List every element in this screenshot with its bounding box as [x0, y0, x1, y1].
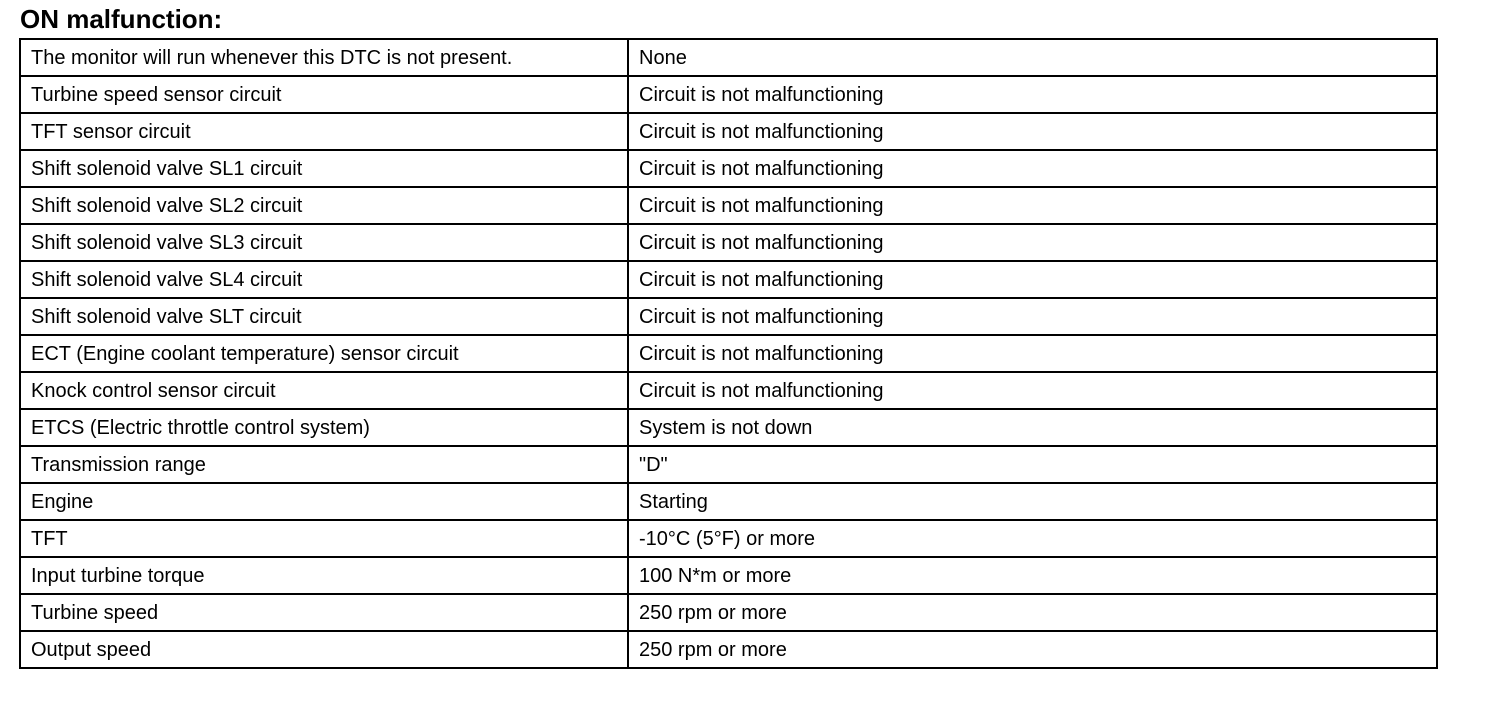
- state-cell: Starting: [628, 483, 1437, 520]
- state-cell: Circuit is not malfunctioning: [628, 113, 1437, 150]
- table-row: [20, 39, 1437, 76]
- table-row: [20, 335, 1437, 372]
- table-row: [20, 298, 1437, 335]
- table-row: [20, 446, 1437, 483]
- table-row: [20, 557, 1437, 594]
- condition-cell: Transmission range: [20, 446, 628, 483]
- conditions-table: [19, 38, 1438, 669]
- condition-cell: TFT sensor circuit: [20, 113, 628, 150]
- state-cell: Circuit is not malfunctioning: [628, 76, 1437, 113]
- state-cell: 100 N*m or more: [628, 557, 1437, 594]
- state-cell: Circuit is not malfunctioning: [628, 224, 1437, 261]
- condition-cell: Engine: [20, 483, 628, 520]
- table-row: [20, 483, 1437, 520]
- table-row: [20, 372, 1437, 409]
- state-cell: "D": [628, 446, 1437, 483]
- table-row: [20, 113, 1437, 150]
- state-cell: Circuit is not malfunctioning: [628, 372, 1437, 409]
- state-cell: Circuit is not malfunctioning: [628, 261, 1437, 298]
- condition-cell: TFT: [20, 520, 628, 557]
- section-heading: ON malfunction:: [20, 4, 223, 34]
- state-cell: Circuit is not malfunctioning: [628, 150, 1437, 187]
- table-row: [20, 150, 1437, 187]
- state-cell: 250 rpm or more: [628, 631, 1437, 668]
- condition-cell: Shift solenoid valve SL4 circuit: [20, 261, 628, 298]
- condition-cell: Input turbine torque: [20, 557, 628, 594]
- condition-cell: ETCS (Electric throttle control system): [20, 409, 628, 446]
- condition-cell: The monitor will run whenever this DTC is not present.: [20, 39, 628, 76]
- condition-cell: Shift solenoid valve SL2 circuit: [20, 187, 628, 224]
- state-cell: -10°C (5°F) or more: [628, 520, 1437, 557]
- condition-cell: ECT (Engine coolant temperature) sensor circuit: [20, 335, 628, 372]
- table-row: [20, 409, 1437, 446]
- condition-cell: Shift solenoid valve SLT circuit: [20, 298, 628, 335]
- table-row: [20, 261, 1437, 298]
- state-cell: None: [628, 39, 1437, 76]
- table-row: [20, 520, 1437, 557]
- table-row: [20, 76, 1437, 113]
- condition-cell: Output speed: [20, 631, 628, 668]
- condition-cell: Turbine speed sensor circuit: [20, 76, 628, 113]
- condition-cell: Shift solenoid valve SL3 circuit: [20, 224, 628, 261]
- table-row: [20, 594, 1437, 631]
- condition-cell: Knock control sensor circuit: [20, 372, 628, 409]
- state-cell: System is not down: [628, 409, 1437, 446]
- state-cell: Circuit is not malfunctioning: [628, 187, 1437, 224]
- state-cell: Circuit is not malfunctioning: [628, 298, 1437, 335]
- table-row: [20, 631, 1437, 668]
- condition-cell: Turbine speed: [20, 594, 628, 631]
- state-cell: 250 rpm or more: [628, 594, 1437, 631]
- table-row: [20, 224, 1437, 261]
- state-cell: Circuit is not malfunctioning: [628, 335, 1437, 372]
- table-row: [20, 187, 1437, 224]
- condition-cell: Shift solenoid valve SL1 circuit: [20, 150, 628, 187]
